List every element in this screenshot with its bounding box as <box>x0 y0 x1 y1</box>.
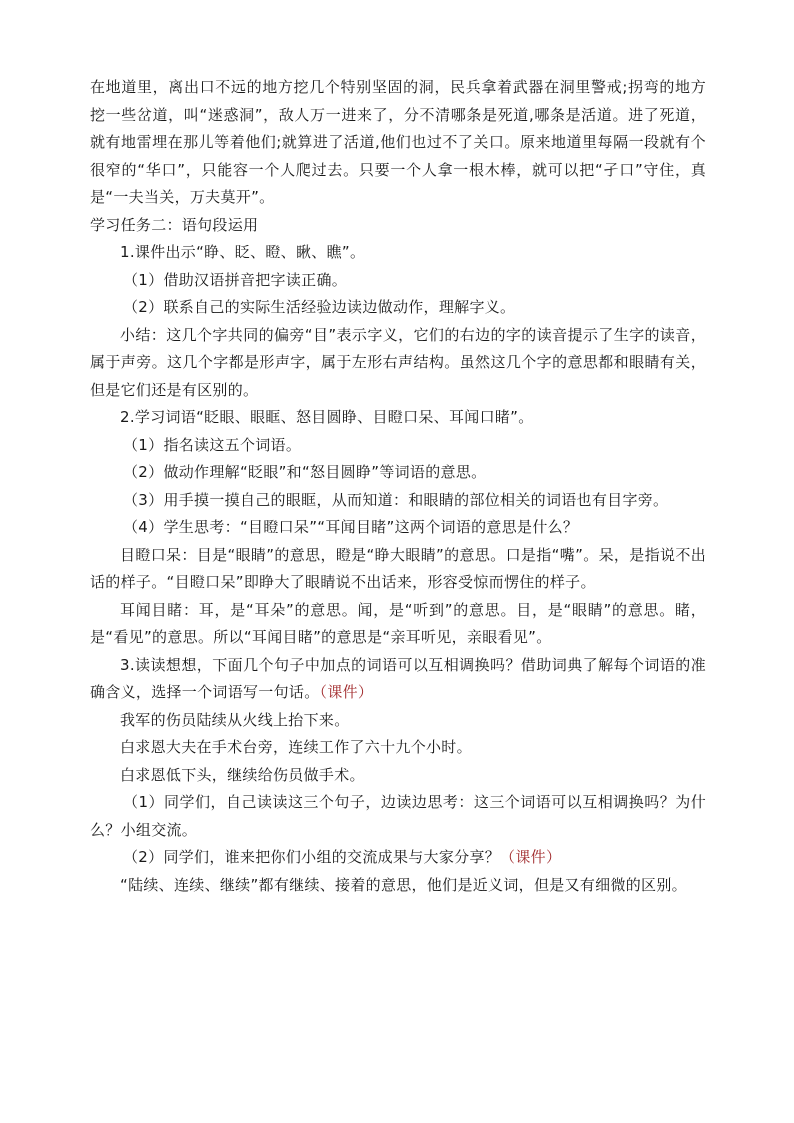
courseware-note: （课件） <box>500 848 562 866</box>
sub-item-3-2 <box>90 844 706 872</box>
sub-item-2-4 <box>90 514 706 542</box>
paragraph-tunnel-description <box>90 74 706 212</box>
item-2-words <box>90 404 706 432</box>
conclusion-paragraph <box>90 872 706 900</box>
sub-item-2-2 <box>90 459 706 487</box>
example-sentence-3 <box>90 762 706 790</box>
sub-item-1-1 <box>90 267 706 295</box>
sub-item-3-1 <box>90 789 706 844</box>
item-3-read-think <box>90 652 706 707</box>
paragraph-text: 我军的伤员陆续从火线上抬下来。 <box>120 710 350 729</box>
example-sentence-2 <box>90 734 706 762</box>
example-sentence-1 <box>90 707 706 735</box>
paragraph-text: （1）借助汉语拼音把字读正确。 <box>123 270 348 289</box>
explanation-mudengkoudai <box>90 542 706 597</box>
paragraph-text: （1）同学们，自己读读这三个句子，边读边思考：这三个词语可以互相调换吗？为什么？小组交流。 <box>90 793 706 839</box>
summary-paragraph <box>90 322 706 405</box>
heading-text: 学习任务二：语句段运用 <box>90 215 259 234</box>
paragraph-text: 白求恩低下头，继续给伤员做手术。 <box>120 765 365 784</box>
document-page <box>90 74 706 899</box>
paragraph-text: 耳闻目睹：耳，是“耳朵”的意思。闻，是“听到”的意思。目，是“眼睛”的意思。睹，是“看见”的意思。所以“耳闻目睹”的意思是“亲耳听见，亲眼看见”。 <box>90 600 706 646</box>
paragraph-text: 在地道里，离出口不远的地方挖几个特别坚固的洞，民兵拿着武器在洞里警戒;拐弯的地方挖一些岔道，叫“迷惑洞”，敌人万一进来了，分不清哪条是死道,哪条是活道。进了死道，就有地雷埋在那儿等着他们;就算进了活道,他们也过不了关口。原来地道里每隔一段就有个很窄的“华口”，只能容一个人爬过去。只要一个人拿一根木棒，就可以把“孑口”守住，真是“一夫当关，万夫莫开”。 <box>90 78 706 206</box>
sub-item-2-3 <box>90 487 706 515</box>
paragraph-text: 白求恩大夫在手术台旁，连续工作了六十九个小时。 <box>120 738 472 756</box>
paragraph-text: “陆续、连续、继续”都有继续、接着的意思，他们是近义词，但是又有细微的区别。 <box>120 875 687 894</box>
paragraph-text: （2）做动作理解“眨眼”和“怒目圆睁”等词语的意思。 <box>123 463 487 481</box>
courseware-note: （课件） <box>319 683 374 701</box>
paragraph-text: 1.课件出示“睁、眨、瞪、瞅、瞧”。 <box>120 243 366 261</box>
paragraph-text: （3）用手摸一摸自己的眼眶，从而知道：和眼睛的部位相关的词语也有目字旁。 <box>123 490 669 509</box>
paragraph-text: （2）同学们，谁来把你们小组的交流成果与大家分享？ <box>123 848 501 866</box>
paragraph-text: 目瞪口呆：目是“眼睛”的意思，瞪是“睁大眼睛”的意思。口是指“嘴”。呆，是指说不出话的样子。“目瞪口呆”即睁大了眼睛说不出话来，形容受惊而愣住的样子。 <box>90 545 706 591</box>
item-1-characters <box>90 239 706 267</box>
sub-item-1-2 <box>90 294 706 322</box>
paragraph-text: 2.学习词语“眨眼、眼眶、怒目圆睁、目瞪口呆、耳闻口睹”。 <box>120 408 534 426</box>
paragraph-text: 3.读读想想，下面几个句子中加点的词语可以互相调换吗？借助词典了解每个词语的准确含义，选择一个词语写一句话。 <box>90 655 706 701</box>
section-heading-task-two <box>90 212 706 240</box>
sub-item-2-1 <box>90 432 706 460</box>
paragraph-text: （2）联系自己的实际生活经验边读边做动作，理解字义。 <box>123 298 516 316</box>
paragraph-text: （1）指名读这五个词语。 <box>123 435 302 454</box>
explanation-erwenmudu <box>90 597 706 652</box>
paragraph-text: （4）学生思考：“目瞪口呆”“耳闻目睹”这两个词语的意思是什么？ <box>123 518 579 536</box>
paragraph-text: 小结：这几个字共同的偏旁“目”表示字义，它们的右边的字的读音提示了生字的读音，属于声旁。这几个字都是形声字，属于左形右声结构。虽然这几个字的意思都和眼睛有关，但是它们还是有区别的。 <box>90 325 706 399</box>
